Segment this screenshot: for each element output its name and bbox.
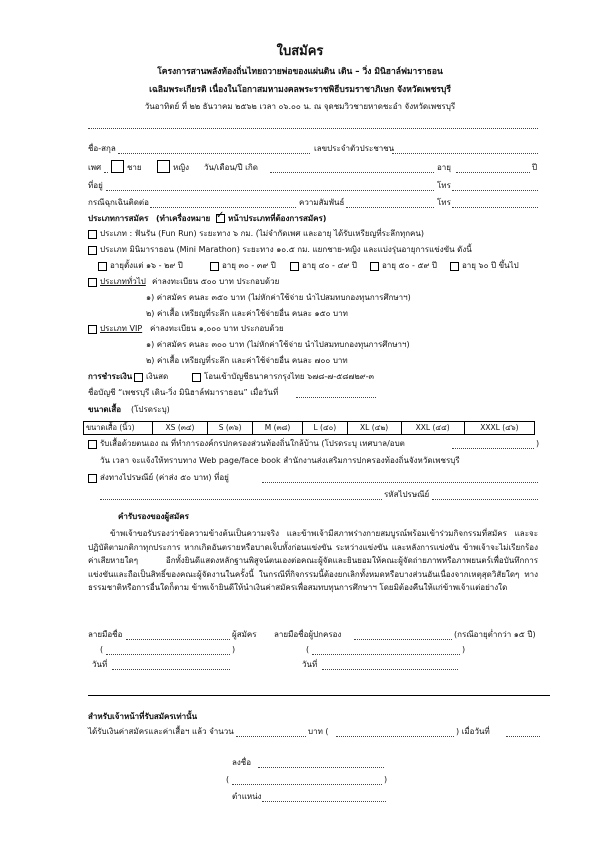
- phone-field[interactable]: [452, 190, 538, 191]
- received-date-field[interactable]: [506, 736, 540, 737]
- shirt-size-option[interactable]: XS (๓๔): [153, 422, 208, 435]
- mini-marathon-checkbox[interactable]: [88, 246, 97, 255]
- delivery-address-field[interactable]: [262, 482, 538, 483]
- female-label: หญิง: [173, 163, 189, 172]
- age-group-checkbox[interactable]: [98, 262, 107, 271]
- age-group-checkbox[interactable]: [210, 262, 219, 271]
- phone-label: โทร: [437, 181, 451, 190]
- general-fee-item: ๒) ค่าเสื้อ เหรียญที่ระลึก และค่าใช้จ่ายอื่น คนละ ๑๕๐ บาท: [146, 309, 348, 318]
- event-date-venue: วันอาทิตย์ ที่ ๒๒ ธันวาคม ๒๕๖๒ เวลา ๐๖.๐๐ น. ณ จุดชมวิวชายหาดชะอำ จังหวัดเพชรบุรี: [144, 102, 456, 111]
- vip-category-label: ประเภท VIP: [100, 324, 143, 333]
- shirt-size-option[interactable]: M (๓๘): [253, 422, 303, 435]
- general-category-label: ประเภททั่วไป: [100, 277, 146, 286]
- self-pickup-label: รับเสื้อด้วยตนเอง ณ ที่ทำการองค์กรปกครองส่วนท้องถิ่นใกล้บ้าน (โปรดระบุ เทศบาล/อบต: [100, 439, 405, 448]
- male-label: ชาย: [127, 163, 142, 172]
- shirt-size-option[interactable]: XL (๔๒): [347, 422, 401, 435]
- guardian-name-close: ): [462, 645, 466, 654]
- officer-name-close: ): [384, 775, 388, 784]
- amount-field[interactable]: [236, 736, 306, 737]
- postal-delivery-label: ส่งทางไปรษณีย์ (ค่าส่ง ๕๐ บาท) ที่อยู่: [100, 473, 229, 482]
- officer-name-open: (: [226, 775, 230, 784]
- general-fee-item: ๑) ค่าสมัคร คนละ ๓๕๐ บาท (ไม่หักค่าใช้จ่าย นำไปสมทบกองทุนการศึกษาฯ): [146, 293, 411, 302]
- fun-run-label: ประเภท : ฟันรัน (Fun Run) ระยะทาง ๖ กม. (ไม่จำกัดเพศ และอายุ ได้รับเหรียญที่ระลึกทุกคน): [100, 229, 424, 238]
- separator-line: [88, 128, 538, 129]
- declaration-heading: คำรับรองของผู้สมัคร: [118, 512, 189, 521]
- applicant-date-field[interactable]: [112, 669, 230, 670]
- age-group-label: อายุ ๓๐ - ๓๙ ปี: [222, 261, 276, 270]
- shirt-size-option[interactable]: XXXL (๔๖): [464, 422, 534, 435]
- category-heading-note-end: หน้าประเภทที่ต้องการสมัคร): [228, 214, 327, 223]
- guardian-name-open: (: [306, 645, 310, 654]
- delivery-address-field-2[interactable]: [100, 499, 382, 500]
- relationship-label: ความสัมพันธ์: [299, 198, 345, 207]
- applicant-name-close: ): [232, 645, 236, 654]
- transfer-date-field[interactable]: [296, 397, 376, 398]
- postcode-label: รหัสไปรษณีย์: [384, 490, 430, 499]
- age-group-label: อายุ ๖๐ ปี ขึ้นไป: [462, 261, 519, 270]
- officer-sign-label: ลงชื่อ: [232, 758, 252, 767]
- self-pickup-checkbox[interactable]: [88, 440, 97, 449]
- vip-category-checkbox[interactable]: [88, 325, 97, 334]
- transfer-label: โอนเข้าบัญชีธนาคารกรุงไทย ๖๗๘-๗-๕๘๗๒๙-๓: [204, 372, 374, 381]
- account-name-label: ชื่อบัญชี “เพชรบุรี เดิน-วิ่ง มินิฮาล์ฟมาราธอน” เมื่อวันที่: [88, 388, 279, 397]
- general-category-fee: ค่าลงทะเบียน ๕๐๐ บาท ประกอบด้วย: [152, 277, 280, 286]
- emergency-contact-field[interactable]: [150, 207, 296, 208]
- self-pickup-note: วัน เวลา จะแจ้งให้ทราบทาง Web page/face book สำนักงานส่งเสริมการปกครองท้องถิ่นจังหวัดเพชรบุรี: [100, 456, 460, 465]
- relationship-field[interactable]: [346, 207, 434, 208]
- project-title: โครงการสานพลังท้องถิ่นไทยถวายพ่อของแผ่นดิน เดิน – วิ่ง มินิฮาล์ฟมาราธอน: [157, 67, 443, 77]
- cash-label: เงินสด: [146, 372, 169, 381]
- fun-run-checkbox[interactable]: [88, 230, 97, 239]
- shirt-size-option[interactable]: S (๓๖): [208, 422, 253, 435]
- project-subtitle: เฉลิมพระเกียรติ เนื่องในโอกาสมหามงคลพระราชพิธีบรมราชาภิเษก จังหวัดเพชรบุรี: [149, 85, 451, 95]
- shirt-size-option[interactable]: XXL (๔๔): [401, 422, 464, 435]
- sex-dots: [104, 172, 108, 173]
- officer-position-label: ตำแหน่ง: [232, 792, 262, 801]
- age-group-checkbox[interactable]: [370, 262, 379, 271]
- guardian-signature-field[interactable]: [354, 639, 452, 640]
- section-divider: [88, 695, 550, 696]
- applicant-date-label: วันที่: [92, 660, 108, 669]
- applicant-name-open: (: [100, 645, 104, 654]
- national-id-field[interactable]: [392, 153, 538, 154]
- emergency-phone-label: โทร: [437, 198, 451, 207]
- age-group-checkbox[interactable]: [290, 262, 299, 271]
- shirt-size-header: ขนาดเสื้อ (นิ้ว): [84, 422, 153, 435]
- age-group-label: อายุ ๔๐ - ๔๙ ปี: [302, 261, 357, 270]
- emergency-phone-field[interactable]: [452, 207, 538, 208]
- amount-baht-label: บาท (: [308, 727, 329, 736]
- checkmark-icon: ✓: [216, 210, 225, 221]
- guardian-date-field[interactable]: [322, 669, 458, 670]
- self-pickup-close-paren: ): [536, 439, 540, 448]
- dob-field[interactable]: [270, 172, 434, 173]
- guardian-name-field[interactable]: [312, 654, 460, 655]
- age-group-checkbox[interactable]: [450, 262, 459, 271]
- dob-label: วัน/เดือน/ปี เกิด: [204, 163, 258, 172]
- cash-checkbox[interactable]: [134, 373, 143, 382]
- general-category-checkbox[interactable]: [88, 278, 97, 287]
- officer-signature-field[interactable]: [258, 767, 384, 768]
- vip-fee-item: ๒) ค่าเสื้อ เหรียญที่ระลึก และค่าใช้จ่ายอื่น คนละ ๗๐๐ บาท: [146, 356, 348, 365]
- officer-position-field[interactable]: [262, 801, 386, 802]
- applicant-signature-label: ลายมือชื่อ: [88, 630, 123, 639]
- male-checkbox[interactable]: [111, 160, 124, 173]
- vip-fee-item: ๑) ค่าสมัคร คนละ ๓๐๐ บาท (ไม่หักค่าใช้จ่าย นำไปสมทบกองทุนการศึกษาฯ): [146, 340, 410, 349]
- sex-label: เพศ: [88, 163, 102, 172]
- emergency-contact-label: กรณีฉุกเฉินติดต่อ: [88, 198, 149, 207]
- mini-marathon-label: ประเภท มินิมาราธอน (Mini Marathon) ระยะทาง ๑๐.๕ กม. แยกชาย-หญิง และแบ่งรุ่นอายุการแข่งขัน ดังนี้: [100, 245, 472, 254]
- shirt-size-label: ขนาดเสื้อ: [88, 405, 122, 414]
- applicant-signature-field[interactable]: [126, 639, 230, 640]
- guardian-signature-label: ลายมือชื่อผู้ปกครอง: [274, 630, 342, 639]
- female-checkbox[interactable]: [157, 160, 170, 173]
- vip-category-fee: ค่าลงทะเบียน ๑,๐๐๐ บาท ประกอบด้วย: [150, 324, 284, 333]
- shirt-size-option[interactable]: L (๔๐): [302, 422, 347, 435]
- name-field[interactable]: [118, 153, 310, 154]
- guardian-date-label: วันที่: [302, 660, 318, 669]
- guardian-note: (กรณีอายุต่ำกว่า ๑๕ ปี): [454, 630, 536, 639]
- address-field[interactable]: [106, 190, 434, 191]
- amount-words-field[interactable]: [336, 736, 454, 737]
- payment-received-label: ได้รับเงินค่าสมัครและค่าเสื้อฯ แล้ว จำนวน: [88, 727, 234, 736]
- received-date-label: ) เมื่อวันที่: [456, 727, 490, 736]
- age-group-label: อายุ ๕๐ - ๕๙ ปี: [382, 261, 437, 270]
- form-title: ใบสมัคร: [276, 44, 324, 59]
- officer-name-field[interactable]: [232, 784, 382, 785]
- postal-delivery-checkbox[interactable]: [88, 474, 97, 483]
- transfer-checkbox[interactable]: [192, 373, 201, 382]
- age-group-label: อายุตั้งแต่ ๑๖ - ๒๙ ปี: [110, 261, 183, 270]
- age-field[interactable]: [456, 172, 530, 173]
- applicant-role-label: ผู้สมัคร: [232, 630, 257, 639]
- table-row: [84, 422, 535, 435]
- address-label: ที่อยู่: [88, 181, 103, 190]
- national-id-label: เลขประจำตัวประชาชน: [314, 144, 395, 153]
- declaration-text: ข้าพเจ้าขอรับรองว่าข้อความข้างต้นเป็นความจริง และข้าพเจ้ามีสภาพร่างกายสมบูรณ์พร้อมเข้าร่วมกิจกรรมที่สมัคร และจะปฏิบัติตามกติกาทุกประการ หากเกิดอันตรายหรือบาดเจ็บทั้งก่อนแข่งขัน ระหว่างแข่งขัน และหลังการแข่งขัน ข้าพเจ้าจะไม่เรียกร้องค่าเสียหายใดๆ อีกทั้งยินดีแสดงหลักฐานพิสูจน์ตนเองต่อคณะผู้จัดและยินยอมให้คณะผู้จัดถ่ายภาพหรือภาพยนตร์เพื่อบันทึกการแข่งขันและถือเป็นสิทธิ์ของคณะผู้จัดงานในครั้งนี้ ในกรณีที่กิจกรรมนี้ต้องยกเลิกทั้งหมดหรือบางส่วนอันเนื่องจากเหตุสุดวิสัยใดๆ ทางธรรมชาติหรือการอื่นใดก็ตาม ข้าพเจ้ายินดีให้นำเงินค่าสมัครเพื่อสมทบทุนการศึกษาฯ โดยมิต้องคืนให้แก่ข้าพเจ้าแต่อย่างใด: [88, 529, 538, 592]
- category-heading: ประเภทการสมัคร: [88, 214, 149, 223]
- applicant-name-field[interactable]: [106, 654, 230, 655]
- age-label: อายุ: [437, 163, 451, 172]
- category-heading-note: (ทำเครื่องหมาย: [156, 214, 211, 223]
- shirt-size-table: [83, 421, 535, 435]
- age-unit: ปี: [532, 163, 538, 172]
- name-label: ชื่อ-สกุล: [88, 144, 116, 153]
- self-pickup-office-field[interactable]: [452, 448, 534, 449]
- shirt-size-note: (โปรดระบุ): [131, 405, 170, 414]
- payment-label: การชำระเงิน: [88, 372, 133, 381]
- postcode-field[interactable]: [432, 499, 538, 500]
- official-heading: สำหรับเจ้าหน้าที่รับสมัครเท่านั้น: [88, 712, 198, 721]
